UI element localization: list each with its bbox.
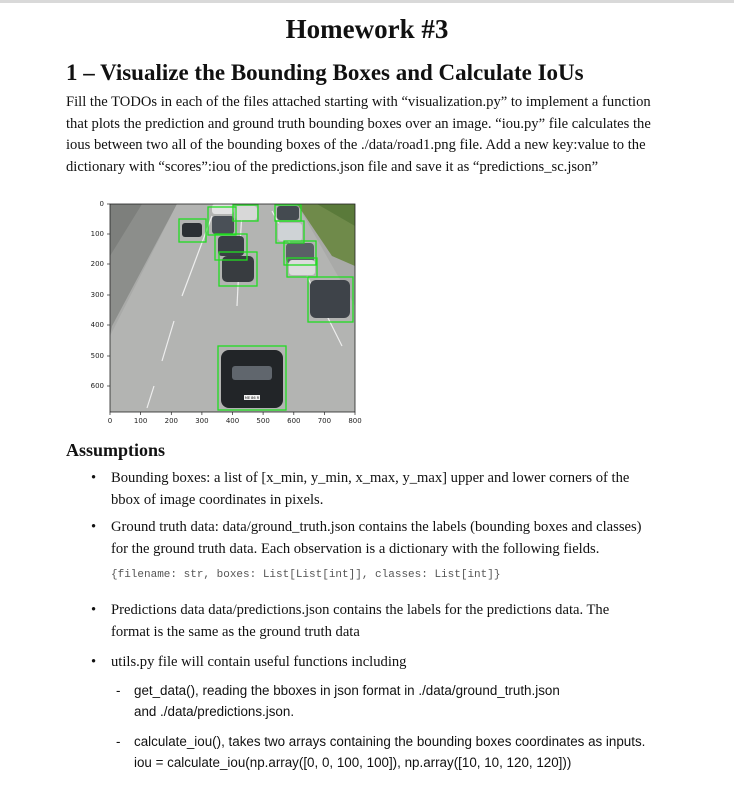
bullet-icon: •	[91, 519, 97, 535]
x-tick-label: 400	[225, 417, 240, 425]
y-tick-label: 600	[90, 382, 104, 390]
assumptions-heading: Assumptions	[66, 440, 166, 460]
y-tick-label: 400	[90, 321, 104, 329]
x-tick-label: 700	[317, 417, 332, 425]
assumption-bullet-predictions	[91, 599, 691, 643]
dash-icon: -	[116, 683, 121, 698]
y-axis	[91, 200, 110, 390]
page-title: Homework #3	[285, 14, 449, 44]
bullet-line: for the ground truth data. Each observation is a dictionary with the following fields.	[111, 541, 600, 557]
y-tick-label: 300	[90, 291, 104, 299]
y-tick-label: 200	[90, 260, 104, 268]
bullet-line: utils.py file will contain useful functions including	[111, 654, 407, 670]
code-snippet: {filename: str, boxes: List[List[int]], classes: List[int]}	[111, 569, 501, 581]
x-tick-label: 200	[164, 417, 178, 425]
sub-item-line: iou = calculate_iou(np.array([0, 0, 100, 100]), np.array([10, 10, 120, 120]))	[134, 755, 572, 770]
bullet-line: bbox of image coordinates in pixels.	[111, 492, 324, 508]
bullet-icon: •	[91, 602, 97, 618]
bounding-box-figure	[82, 196, 382, 436]
sub-item-line: calculate_iou(), takes two arrays containing the bounding boxes coordinates as inputs.	[134, 734, 646, 749]
sub-item-calculate-iou	[116, 731, 646, 773]
sub-item-line: get_data(), reading the bboxes in json format in ./data/ground_truth.json	[134, 683, 560, 698]
x-tick-label: 0	[107, 417, 113, 425]
dash-icon: -	[116, 734, 121, 749]
bullet-icon: •	[91, 470, 97, 486]
sub-item-line: and ./data/predictions.json.	[134, 704, 295, 719]
y-tick-label: 0	[99, 200, 104, 208]
section-heading: 1 – Visualize the Bounding Boxes and Calculate IoUs	[66, 60, 584, 85]
bullet-line: Bounding boxes: a list of [x_min, y_min, x_max, y_max] upper and lower corners of the	[111, 470, 630, 486]
bullet-line: format is the same as the ground truth data	[111, 624, 360, 640]
page-top-rule	[0, 0, 734, 3]
sub-item-get-data	[116, 680, 560, 722]
intro-paragraph: Fill the TODOs in each of the files attached starting with “visualization.py” to implement a function that plots the prediction and ground truth bounding boxes over an image. “iou.py” file calculates the ious between two all of the bounding boxes of the ./data/road1.png file. Add a new key:value to the dictionary with “scores”:iou of the predictions.json file and save it as “predictions_sc.json”	[66, 94, 651, 175]
x-axis	[108, 412, 362, 425]
x-tick-label: 600	[287, 417, 301, 425]
y-tick-label: 100	[90, 230, 104, 238]
x-tick-label: 800	[348, 417, 362, 425]
bullet-line: Ground truth data: data/ground_truth.json contains the labels (bounding boxes and classes)	[111, 519, 642, 535]
x-tick-label: 300	[195, 417, 209, 425]
x-tick-label: 500	[256, 417, 270, 425]
assumption-bullet-bounding-boxes	[91, 467, 681, 511]
x-tick-label: 100	[133, 417, 148, 425]
bullet-icon: •	[91, 654, 97, 670]
y-tick-label: 500	[90, 352, 104, 360]
bullet-line: Predictions data data/predictions.json contains the labels for the predictions data. The	[111, 602, 610, 618]
plate-text: ME 86 R	[244, 396, 260, 400]
assumption-bullet-ground-truth	[91, 516, 691, 560]
assumption-bullet-utils	[91, 651, 691, 673]
